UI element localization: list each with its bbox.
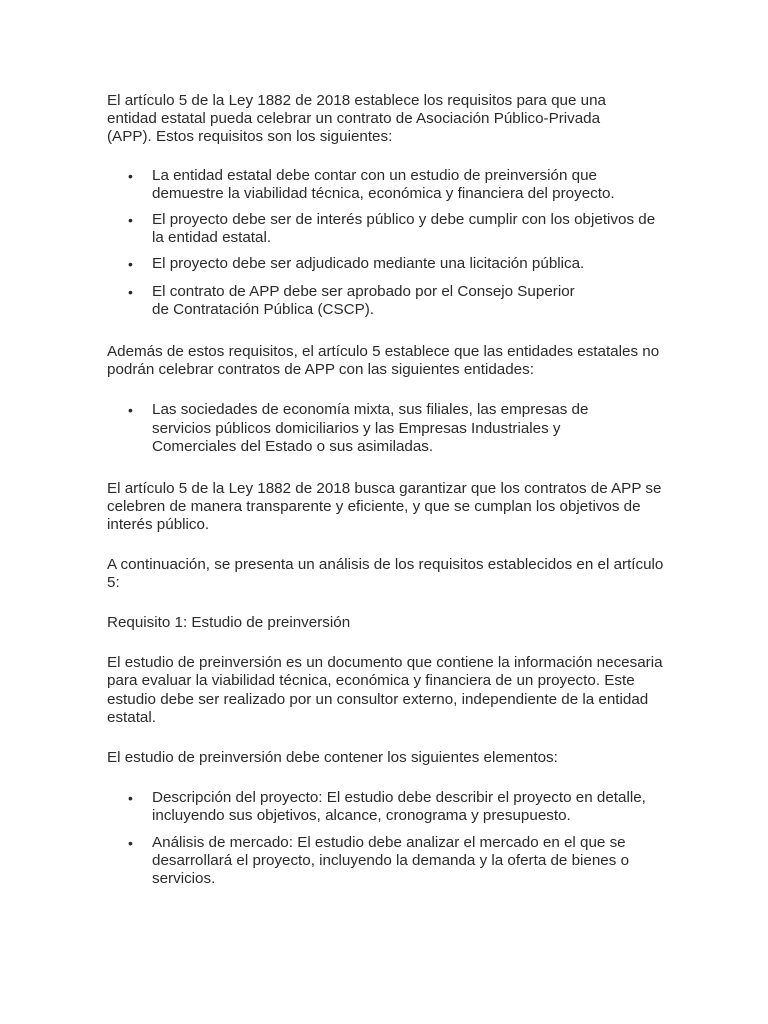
- purpose-paragraph: El artículo 5 de la Ley 1882 de 2018 busca garantizar que los contratos de APP se celebren de manera transparente y eficiente, y que se cumplan los objetivos de interés público.: [107, 480, 662, 534]
- list-item: • El proyecto debe ser de interés público y debe cumplir con los objetivos de la entidad estatal.: [107, 211, 667, 247]
- requirement-1-description: El estudio de preinversión es un documento que contiene la información necesaria para evaluar la viabilidad técnica, económica y financiera de un proyecto. Este estudio debe ser realizado por un consultor externo, independiente de la entidad estatal.: [107, 654, 663, 726]
- requirements-list: [107, 167, 667, 319]
- list-item: • Análisis de mercado: El estudio debe analizar el mercado en el que se desarrollará el proyecto, incluyendo la demanda y la oferta de bienes o servicios.: [107, 834, 642, 889]
- list-item: • El contrato de APP debe ser aprobado por el Consejo Superior de Contratación Pública (CSCP).: [107, 283, 582, 319]
- additional-requirements-paragraph: Además de estos requisitos, el artículo 5 establece que las entidades estatales no podrán celebrar contratos de APP con las siguientes entidades:: [107, 343, 660, 379]
- list-item: • La entidad estatal debe contar con un estudio de preinversión que demuestre la viabilidad técnica, económica y financiera del proyecto.: [107, 167, 642, 203]
- list-item: • Descripción del proyecto: El estudio debe describir el proyecto en detalle, incluyendo sus objetivos, alcance, cronograma y presupuesto.: [107, 789, 657, 825]
- elements-list: [107, 789, 667, 888]
- document-page: [107, 92, 667, 888]
- list-item: • Las sociedades de economía mixta, sus filiales, las empresas de servicios públicos domiciliarios y las Empresas Industriales y Comerciales del Estado o sus asimiladas.: [107, 401, 637, 456]
- elements-intro-paragraph: El estudio de preinversión debe contener los siguientes elementos:: [107, 749, 558, 767]
- intro-paragraph: El artículo 5 de la Ley 1882 de 2018 establece los requisitos para que una entidad estatal pueda celebrar un contrato de Asociación Público-Privada (APP). Estos requisitos son los siguientes:: [107, 92, 606, 146]
- analysis-intro-paragraph: A continuación, se presenta un análisis de los requisitos establecidos en el artículo 5:: [107, 555, 664, 591]
- list-item: • El proyecto debe ser adjudicado mediante una licitación pública.: [107, 255, 667, 273]
- excluded-entities-list: [107, 401, 667, 456]
- requirement-1-heading: Requisito 1: Estudio de preinversión: [107, 614, 351, 632]
